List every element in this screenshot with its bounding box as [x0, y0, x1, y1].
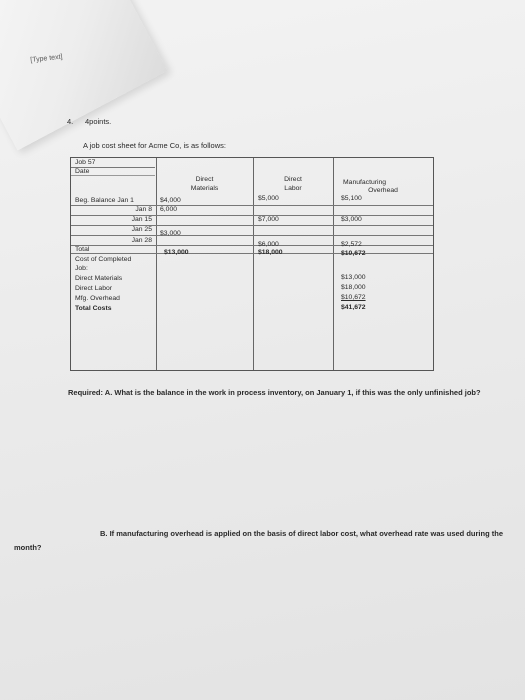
- summary-label: Mfg. Overhead: [75, 295, 120, 302]
- row-date: Jan 8: [135, 206, 152, 213]
- row-date: Jan 28: [131, 237, 152, 244]
- cost-completed-label-job: Job:: [75, 265, 88, 272]
- summary-label: Direct Materials: [75, 275, 123, 282]
- total-label: Total: [75, 246, 90, 253]
- total-direct-materials: $13,000: [164, 249, 189, 256]
- summary-value: $10,672: [341, 294, 366, 301]
- job-label: Job 57: [75, 159, 96, 166]
- date-label: Date: [75, 168, 90, 175]
- col-header-direct-materials-1: Direct: [195, 176, 214, 183]
- col-header-mfg-overhead-1: Manufacturing: [343, 179, 387, 186]
- total-direct-labor: $18,000: [258, 249, 283, 256]
- col-header-mfg-overhead-2: Overhead: [368, 187, 398, 194]
- row-dm: $4,000: [160, 197, 181, 204]
- job-cost-sheet: [70, 157, 434, 371]
- col-header-direct-labor-1: Direct: [284, 176, 302, 183]
- row-dl: $5,000: [258, 195, 279, 202]
- required-part-b-continued: month?: [14, 543, 42, 552]
- cost-completed-label: Cost of Completed: [75, 256, 132, 263]
- row-mo: $3,000: [341, 216, 362, 223]
- row-dm: $3,000: [160, 230, 181, 237]
- summary-label: Direct Labor: [75, 285, 113, 292]
- summary-value: $18,000: [341, 284, 366, 291]
- header-placeholder: [Type text]: [30, 53, 63, 64]
- row-dl: $6,000: [258, 241, 279, 248]
- row-mo: $5,100: [341, 195, 362, 202]
- row-date: Beg. Balance Jan 1: [75, 197, 134, 204]
- total-costs-label: Total Costs: [75, 305, 112, 312]
- required-part-b: B. If manufacturing overhead is applied on the basis of direct labor cost, what overhead rate was used during the: [100, 529, 503, 538]
- question-number: 4.: [67, 117, 74, 126]
- row-date: Jan 15: [131, 216, 152, 223]
- row-date: Jan 25: [131, 226, 152, 233]
- question-points: 4points.: [85, 117, 112, 126]
- total-costs-value: $41,672: [341, 304, 366, 311]
- col-header-direct-materials-2: Materials: [190, 185, 219, 192]
- summary-value: $13,000: [341, 274, 366, 281]
- required-part-a: Required: A. What is the balance in the work in process inventory, on January 1, if this was the only unfinished job?: [68, 388, 481, 397]
- question-intro: A job cost sheet for Acme Co, is as follows:: [83, 141, 226, 150]
- page-fold: [0, 0, 168, 151]
- row-mo: $2,572: [341, 241, 362, 248]
- row-dm: 6,000: [160, 206, 178, 213]
- total-mfg-overhead: $10,672: [341, 250, 366, 257]
- row-dl: $7,000: [258, 216, 279, 223]
- col-header-direct-labor-2: Labor: [284, 185, 302, 192]
